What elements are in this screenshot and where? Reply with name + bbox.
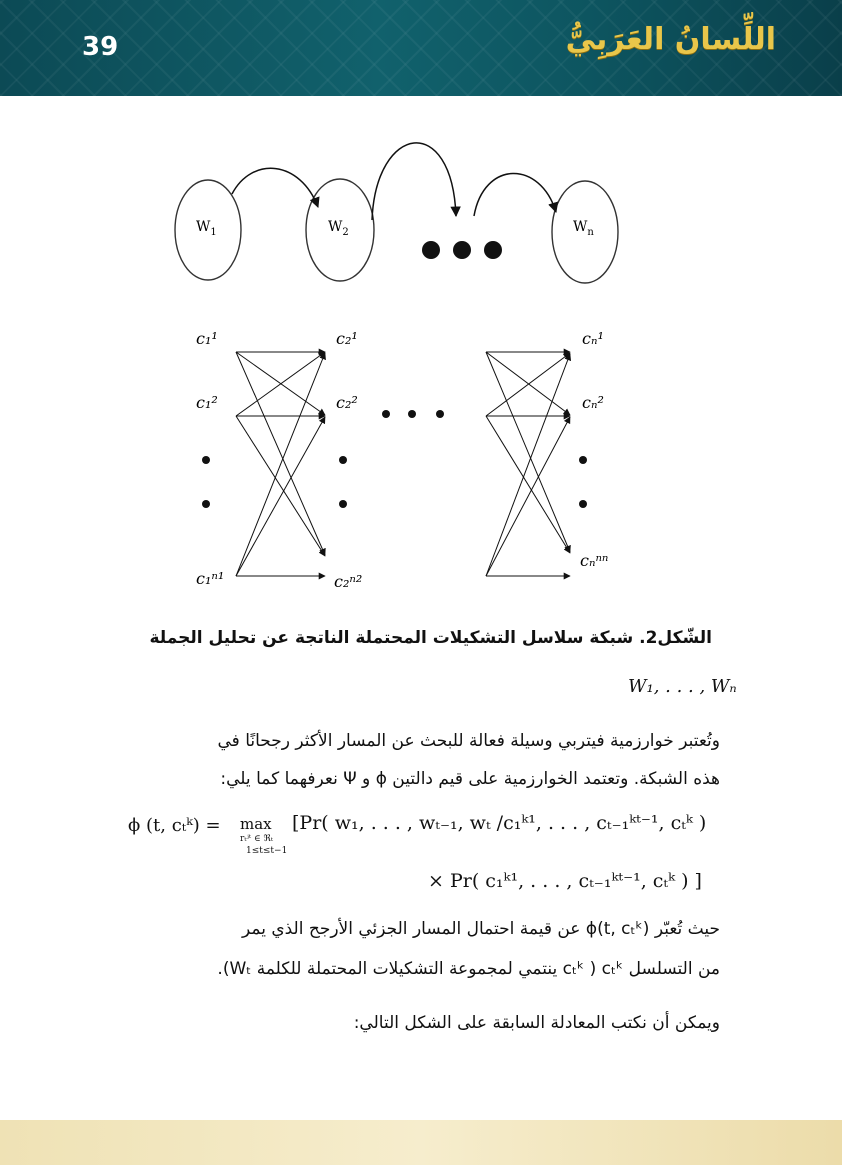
lattice-edge — [236, 417, 325, 576]
node-w2-label: $W_2$ — [328, 219, 349, 238]
label-c2-n2: c₂ⁿ² — [334, 572, 363, 591]
node-wn-label: $W_n$ — [573, 219, 594, 238]
lattice-dot — [202, 500, 210, 508]
equation-max-sub1: rₜʲᵗ ∈ ℜₜ — [240, 834, 274, 844]
ellipsis-dot — [422, 241, 440, 259]
lattice-dot — [202, 456, 210, 464]
lattice-edge — [486, 416, 570, 553]
lattice-edge — [486, 417, 570, 576]
paragraph-2-line-1: حيث تُعبّر (ϕ(t, cₜᵏ عن قيمة احتمال المسار الجزئي الأرجح الذي يمر — [241, 919, 720, 939]
equation-lhs: ϕ (t, cₜᵏ) = — [128, 815, 221, 836]
label-c1-1: c₁¹ — [196, 329, 218, 348]
label-cn-2: cₙ² — [582, 393, 604, 412]
lattice-edge — [236, 353, 325, 576]
lattice-edge — [486, 352, 570, 415]
lattice-edge — [486, 353, 570, 416]
label-c1-n1: c₁ⁿ¹ — [196, 569, 225, 588]
paragraph-2-line-2: من التسلسل cₜᵏ ( cₜᵏ ينتمي لمجموعة التشكيلات المحتملة للكلمة Wₜ). — [217, 959, 720, 979]
page-header — [0, 0, 842, 96]
journal-logo: اللِّسانُ العَرَبِيُّ — [565, 22, 776, 57]
page-footer — [0, 1120, 842, 1165]
transition-arrow — [232, 168, 318, 207]
label-cn-1: cₙ¹ — [582, 329, 604, 348]
figure-caption: الشّكل2. شبكة سلاسل التشكيلات المحتملة الناتجة عن تحليل الجملة — [149, 628, 712, 648]
label-cn-nn: cₙⁿⁿ — [580, 551, 609, 570]
equation-line-2: × Pr( c₁ᵏ¹, . . . , cₜ₋₁ᵏᵗ⁻¹, cₜᵏ ) ] — [428, 870, 702, 892]
candidate-lattice — [196, 329, 608, 591]
paragraph-1-line-2: هذه الشبكة. وتعتمد الخوارزمية على قيم دالتين ϕ و Ψ نعرفهما كما يلي: — [220, 769, 720, 789]
lattice-dot — [339, 500, 347, 508]
viterbi-lattice-figure — [0, 120, 842, 600]
lattice-dot — [339, 456, 347, 464]
figure-caption-sequence: W₁, . . . , Wₙ — [628, 676, 737, 697]
page-number: 39 — [82, 32, 119, 62]
paragraph-1-line-1: وتُعتبر خوارزمية فيتربي وسيلة فعالة للبحث عن المسار الأكثر رجحانًا في — [217, 731, 720, 751]
label-c1-2: c₁² — [196, 393, 218, 412]
lattice-dot — [579, 500, 587, 508]
lattice-dot — [436, 410, 444, 418]
label-c2-2: c₂² — [336, 393, 358, 412]
lattice-edge — [236, 416, 325, 556]
lattice-edge — [486, 354, 570, 576]
word-chain — [175, 143, 618, 283]
lattice-dot — [579, 456, 587, 464]
equation-line-1: [Pr( w₁, . . . , wₜ₋₁, wₜ /c₁ᵏ¹, . . . , cₜ₋₁ᵏᵗ⁻¹, cₜᵏ ) — [292, 812, 707, 834]
equation-max: max — [240, 815, 272, 833]
paragraph-3: ويمكن أن نكتب المعادلة السابقة على الشكل التالي: — [353, 1013, 720, 1033]
lattice-edge — [236, 352, 325, 555]
lattice-dot — [382, 410, 390, 418]
equation-max-sub2: 1≤t≤t−1 — [246, 846, 288, 856]
node-w1-label: $W_1$ — [196, 219, 217, 238]
lattice-dot — [408, 410, 416, 418]
ellipsis-dot — [484, 241, 502, 259]
ellipsis-dot — [453, 241, 471, 259]
lattice-edge — [486, 352, 570, 552]
label-c2-1: c₂¹ — [336, 329, 358, 348]
transition-arrow — [474, 173, 556, 216]
transition-arrow — [372, 143, 456, 220]
